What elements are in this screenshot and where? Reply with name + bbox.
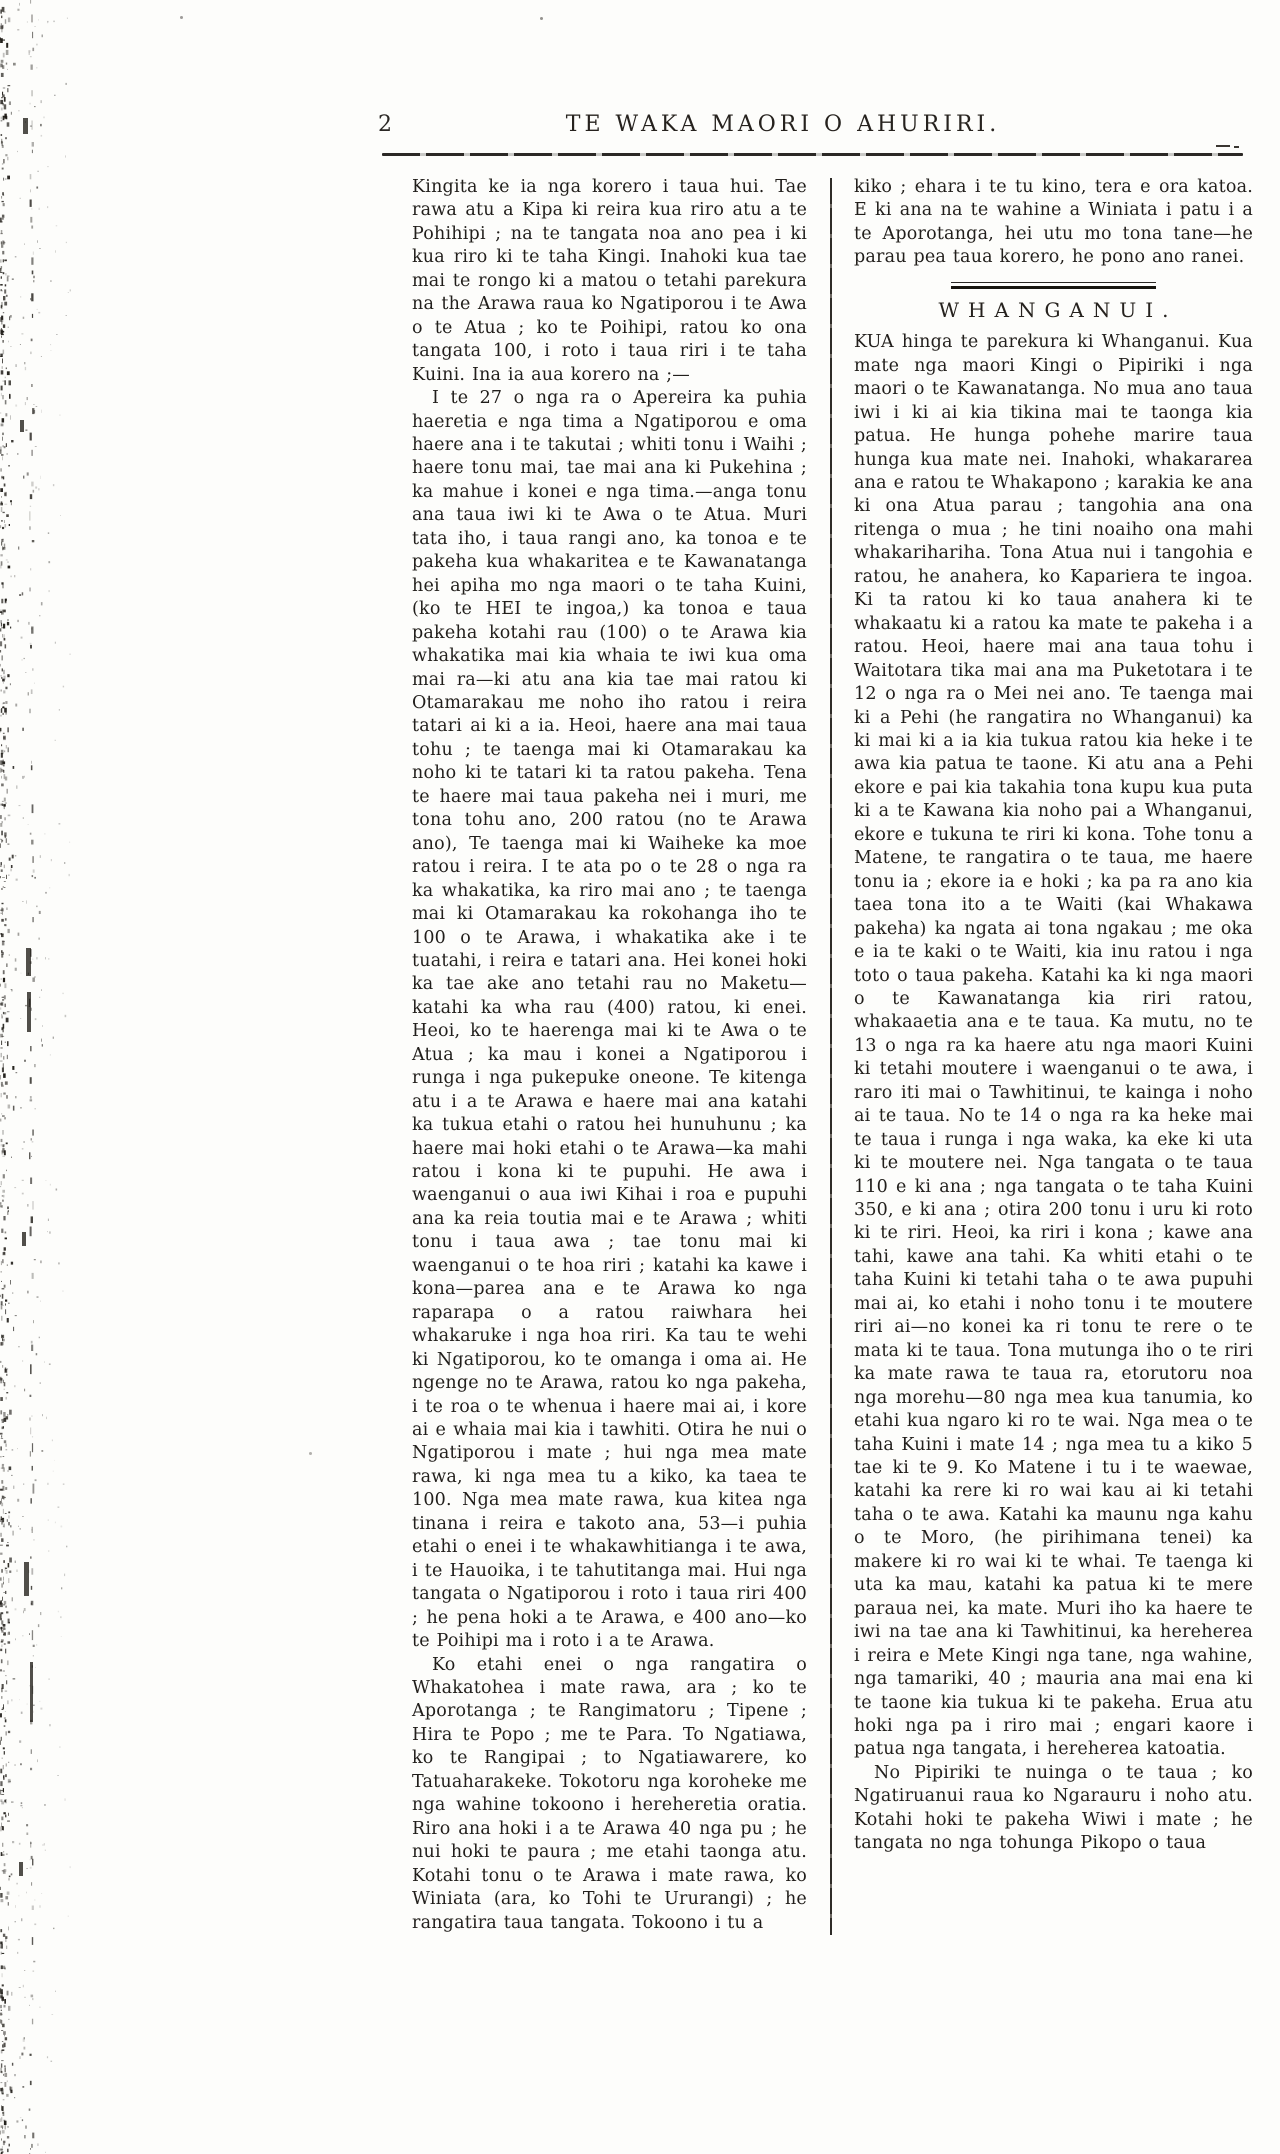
scan-speck: [180, 16, 183, 19]
article-body: [854, 331, 1253, 1855]
paragraph: Ko etahi enei o nga rangatira o Whakatohea i mate rawa, ara ; ko te Aporotanga ; te Rangimatoru ; Tipene ; Hira te Popo ; me te Para. To Ngatiawa, ko te Rangipai ; to Ngatiawarere, ko Tatuaharakeke. Tokotoru nga koroheke me nga wahine tokoono i hereheretia oratia. Riro ana hoki i a te Arawa 40 nga pu ; he nui hoki te paura ; me etahi taonga atu. Kotahi tonu o te Arawa i mate rawa, ko Winiata (ara, ko Tohi te Ururangi) ; he rangatira taua tangata. Tokoono i tu a: [412, 1654, 807, 1933]
paragraph: kiko ; ehara i te tu kino, tera e ora katoa. E ki ana na te wahine a Winiata i patu i a te Aporotanga, hei utu mo tona tane—he parau pea taua korero, he pono ano ranei.: [854, 177, 1253, 268]
article-heading: WHANGANUI.: [938, 297, 1178, 322]
scan-speck: [309, 1452, 312, 1455]
right-column-intro: [854, 176, 1253, 270]
left-column: [412, 176, 807, 1935]
scan-dash-artifact: [1216, 145, 1230, 147]
scan-dash-artifact: [1234, 146, 1239, 148]
section-divider-rule: [951, 282, 1156, 289]
scan-speck: [540, 17, 543, 20]
paragraph: I te 27 o nga ra o Apereira ka puhia haeretia e nga tima a Ngatiporou e oma haere ana i te takutai ; whiti tonu i Waihi ; haere tonu mai, tae mai ana ki Pukehina ; ka mahue i konei e nga tima.—anga tonu ana taua iwi ki te Awa o te Atua. Muri tata iho, i taua rangi ano, ka tonoa e te pakeha kua whakaritea e te Kawanatanga hei apiha mo nga maori o te taha Kuini, (ko te HEI te ingoa,) ka tonoa e taua pakeha kotahi rau (100) o te Arawa kia whakatika mai kia whaia te iwi kua oma mai ra—ki atu ana kia tae mai ratou ki Otamarakau me noho iho ratou i reira tatari ai ki a ia. Heoi, haere ana mai taua tohu ; te taenga mai ki Otamarakau ka noho ki te tatari ki ta ratou pakeha. Tena te haere mai taua pakeha nei i muri, me tona tohu ano, 200 ratou (no te Arawa ano), Te taenga mai ki Waiheke ka moe ratou i reira. I te ata po o te 28 o nga ra ka whakatika, ka riro mai ano ; te taenga mai ki Otamarakau ka rokohanga iho te 100 o te Arawa, i whakatika ake i te tuatahi, i reira e tatari ana. Hei konei hoki ka tae ake ano tetahi rau no Maketu—katahi ka wha rau (400) ratou, ki enei. Heoi, ko te haerenga mai ki te Awa o te Atua ; ka mau i konei a Ngatiporou i runga i nga pukepuke oneone. Te kitenga atu i a te Arawa e haere mai ana katahi ka tukua etahi o ratou hei hunuhunu ; ka haere mai hoki etahi o te Arawa—ka mahi ratou i kona ki te pupuhi. He awa i waenganui o aua iwi Kihai i roa e pupuhi ana ka reia toutia mai e te Arawa ; whiti tonu i taua awa ; tae tonu mai ki waenganui o te hoa riri ; katahi ka kawe i kona—parea ana e te Arawa ko nga raparapa o a ratou raiwhara hei whakaruke i nga hoa riri. Ka tau te wehi ki Ngatiporou, ko te omanga i oma ai. He ngenge no te Arawa, ratou ko nga pakeha, i te roa o te whenua i haere mai ai, i kore ai e whaia mai kia i tawhiti. Otira he nui o Ngatiporou i mate ; hui nga mea mate rawa, ki nga mea tu a kiko, ka taea te 100. Nga mea mate rawa, kua kitea nga tinana i reira e takoto ana, 53—i puhia etahi o enei i te whakawhitianga i te awa, i te Hauoika, i te tahutitanga mai. Hui nga tangata o Ngatiporou i roto i taua riri 400 ; he pena hoki a te Arawa, e 400 ano—ko te Poihipi ma i roto i a te Arawa.: [412, 388, 807, 1652]
page-number: 2: [378, 112, 392, 137]
column-divider-rule: [830, 178, 832, 1935]
masthead-rule: [382, 153, 1243, 156]
right-column: [854, 176, 1253, 1935]
scan-noise-left-edge: [0, 0, 110, 2154]
masthead-title: TE WAKA MAORI O AHURIRI.: [565, 112, 1001, 137]
text-columns: [412, 176, 1253, 1935]
paragraph: No Pipiriki te nuinga o te taua ; ko Ngatiruanui raua ko Ngarauru i noho atu. Kotahi hoki te pakeha Wiwi i mate ; he tangata no nga tohunga Pikopo o taua: [854, 1762, 1253, 1854]
paragraph: Kingita ke ia nga korero i taua hui. Tae rawa atu a Kipa ki reira kua riro atu a te Pohihipi ; na te tangata noa ano pea i ki kua riro ki te taha Kingi. Inahoki kua tae mai te rongo ki a matou o tetahi parekura na the Arawa raua ko Ngatiporou i te Awa o te Atua ; ko te Poihipi, ratou ko ona tangata 100, i roto i taua riri i te taha Kuini. Ina ia aua korero na ;—: [412, 177, 807, 385]
paragraph: KUA hinga te parekura ki Whanganui. Kua mate nga maori Kingi o Pipiriki i nga maori o te Kawanatanga. No mua ano taua iwi i ki ai kia tikina mai te taonga kia patua. He hunga pohehe marire taua hunga kua mate nei. Inahoki, whakararea ana e ratou te Whakapono ; karakia ke ana ki ona Atua parau ; tangohia ana ona ritenga o mua ; he tini noaiho ona mahi whakarihariha. Tona Atua nui i tangohia e ratou, he anahera, ko Kapariera te ingoa. Ki ta ratou ki ko taua anahera ki te whakaatu ki a ratou ka mate te pakeha i a ratou. Heoi, haere mai ana taua tohu i Waitotara tika mai ana ma Puketotara i te 12 o nga ra o Mei nei ano. Te taenga mai ki a Pehi (he rangatira no Whanganui) ka ki mai ki a ia kia tukua ratou kia heke i te awa kia patua te taone. Ki atu ana a Pehi ekore e pai kia takahia tona kupu kua puta ki a te Kawana kia noho pai a Whanganui, ekore e tukuna te riri ki kona. Tohe tonu a Matene, te rangatira o te taua, me haere tonu ia ; ekore ia e hoki ; ka pa ra ano kia taea tona ito a te Waiti (kai Whakawa pakeha) ka ngata ai tona ngakau ; me oka e ia te kaki o te Waiti, kia inu ratou i nga toto o taua pakeha. Katahi ka ki nga maori o te Kawanatanga kia riri ratou, whakaaetia ana e te taua. Ka mutu, no te 13 o nga ra ka haere atu nga maori Kuini ki tetahi moutere i waenganui o te awa, i raro iti mai o Tawhitinui, te kainga i noho ai te taua. No te 14 o nga ra ka heke mai te taua i runga i nga waka, ka eke ki uta ki te moutere nei. Nga tangata o te taua 110 e ki ana ; nga tangata o te taha Kuini 350, e ki ana ; otira 200 tonu i uru ki roto ki te riri. Heoi, ka riri i kona ; kawe ana tahi, kawe ana tahi. Ka whiti etahi o te taha Kuini ki tetahi taha o te awa pupuhi mai ai, ko etahi i noho tonu i te moutere riri ai—no konei ka ri tonu te rere o te mata ki te taua. Tona mutunga iho o te riri ka mate rawa te taua ra, etorutoru noa nga morehu—80 nga mea kua tanumia, ko etahi kua ngaro ki ro te wai. Nga mea o te taha Kuini i mate 14 ; nga mea tu a kiko 5 tae ki te 9. Ko Matene i tu i te waewae, katahi ka rere ki ro wai kau ai ki tetahi taha o te awa. Katahi ka maunu nga kahu o te Moro, (he pirihimana tenei) ka makere ki ro wai ki te whai. Te taenga ki uta ka mau, katahi ka patua ki te mere paraua nei, ka mate. Muri iho ka haere te iwi na tae ana ki Tawhitinui, ka hereherea i reira e Mete Kingi nga tane, nga wahine, nga tamariki, 40 ; mauria ana mai ena ki te taone kia tukua ki te pakeha. Erua atu hoki nga pa i riro mai ; engari kaore i patua nga tangata, i hereherea katoatia.: [854, 332, 1253, 1760]
